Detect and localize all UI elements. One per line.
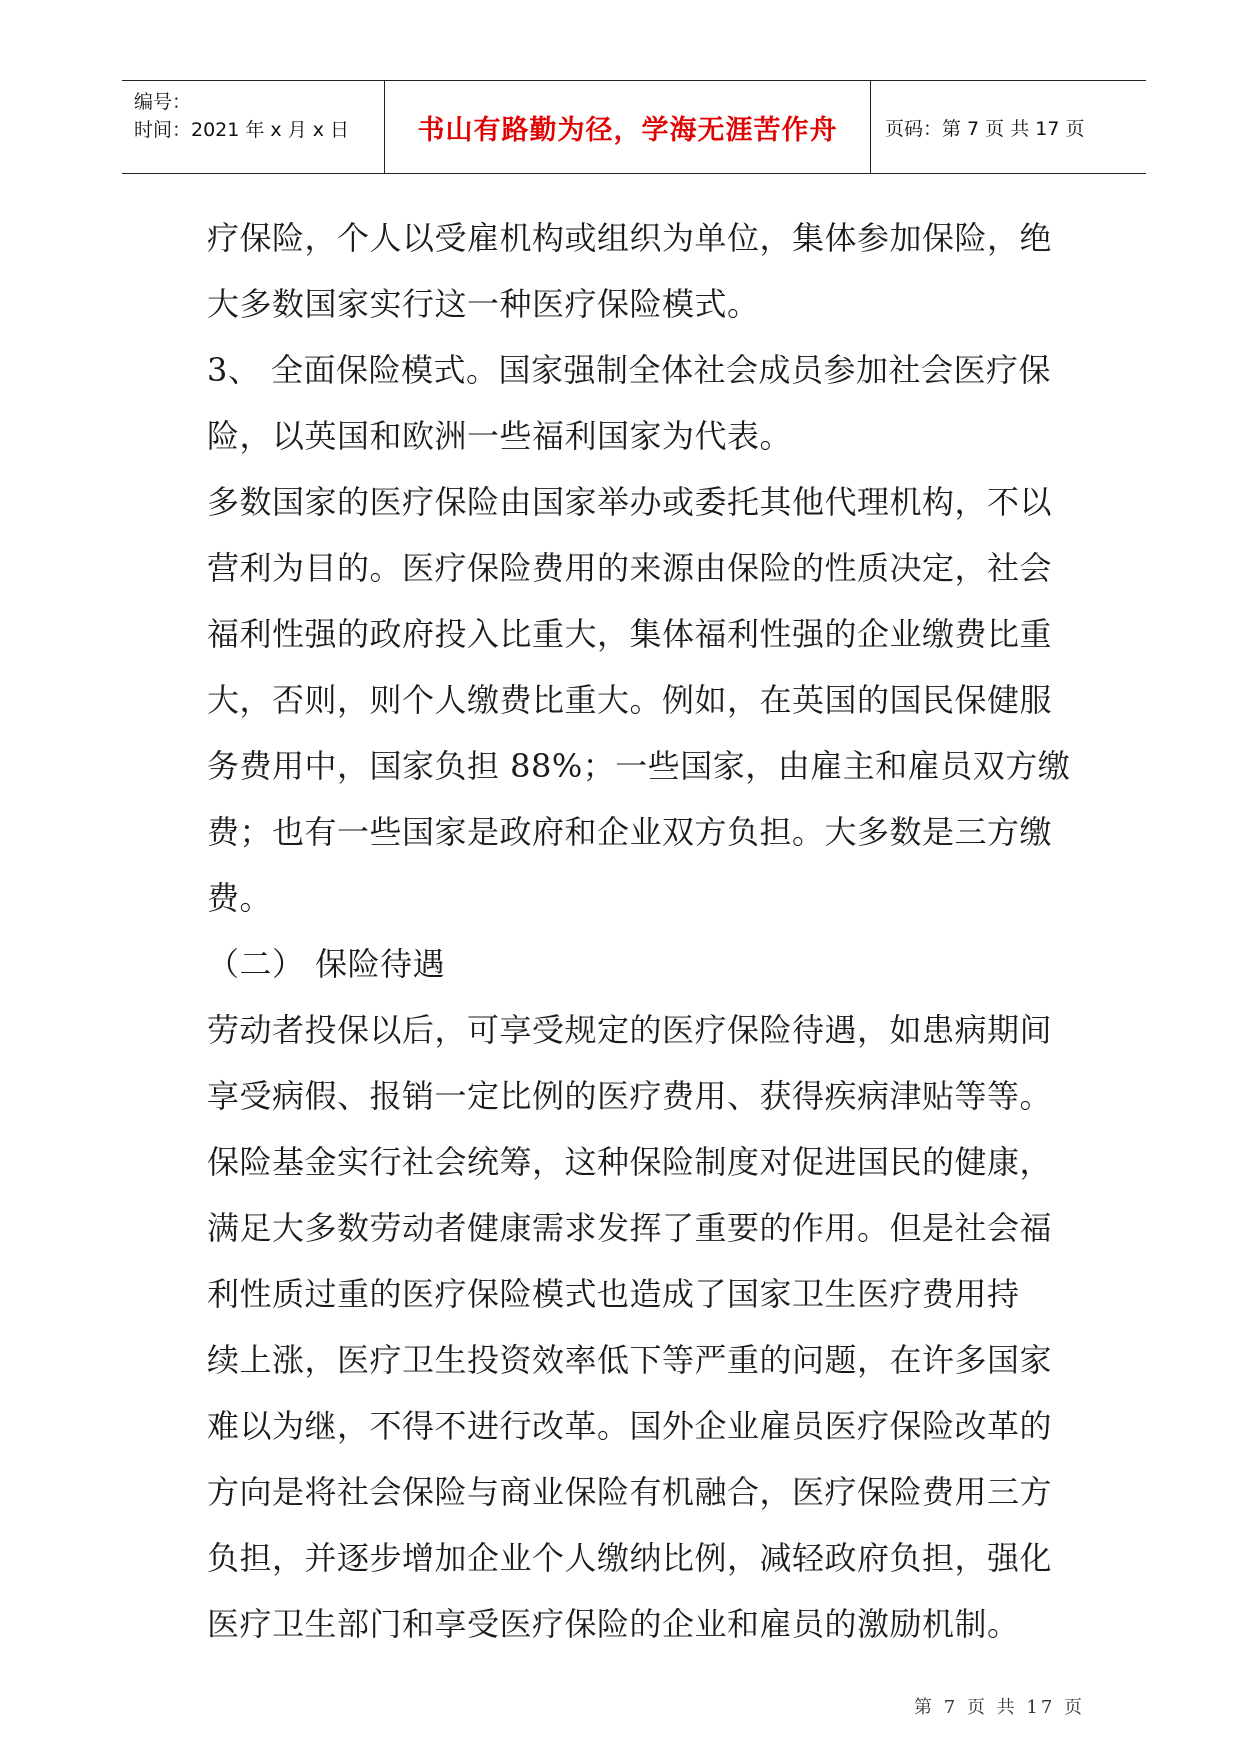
body-line: 方向是将社会保险与商业保险有机融合，医疗保险费用三方	[207, 1473, 1053, 1511]
page-footer: 第 7 页 共 17 页	[914, 1697, 1085, 1718]
body-line: 险，以英国和欧洲一些福利国家为代表。	[207, 417, 793, 455]
body-line: 续上涨，医疗卫生投资效率低下等严重的问题，在许多国家	[207, 1341, 1053, 1379]
document-number-label: 编号：	[134, 91, 192, 113]
body-line: 大，否则，则个人缴费比重大。例如，在英国的国民保健服	[207, 681, 1053, 719]
body-line: 大多数国家实行这一种医疗保险模式。	[207, 285, 760, 323]
body-line: 难以为继，不得不进行改革。国外企业雇员医疗保险改革的	[207, 1407, 1053, 1445]
body-line: 医疗卫生部门和享受医疗保险的企业和雇员的激励机制。	[207, 1605, 1020, 1643]
body-line: 费。	[207, 879, 273, 917]
body-line: 费；也有一些国家是政府和企业双方负担。大多数是三方缴	[207, 813, 1053, 851]
body-line: 利性质过重的医疗保险模式也造成了国家卫生医疗费用持	[207, 1275, 1020, 1313]
page-header	[122, 80, 1146, 174]
header-middle-cell	[384, 81, 871, 173]
header-page-info: 页码：第 7 页 共 17 页	[885, 117, 1085, 140]
body-line: 劳动者投保以后，可享受规定的医疗保险待遇，如患病期间	[207, 1011, 1053, 1049]
body-line: 福利性强的政府投入比重大，集体福利性强的企业缴费比重	[207, 615, 1053, 653]
document-body	[207, 205, 1071, 1657]
body-line: 满足大多数劳动者健康需求发挥了重要的作用。但是社会福	[207, 1209, 1053, 1247]
body-line: 营利为目的。医疗保险费用的来源由保险的性质决定，社会	[207, 549, 1053, 587]
body-line: 享受病假、报销一定比例的医疗费用、获得疾病津贴等等。	[207, 1077, 1053, 1115]
body-line: 务费用中，国家负担 88%；一些国家，由雇主和雇员双方缴	[207, 747, 1071, 785]
section-heading: （二） 保险待遇	[207, 945, 446, 983]
body-line: 多数国家的医疗保险由国家举办或委托其他代理机构，不以	[207, 483, 1053, 521]
header-left-cell	[122, 81, 384, 173]
header-right-cell	[871, 81, 1146, 173]
body-line: 疗保险，个人以受雇机构或组织为单位，集体参加保险，绝	[207, 219, 1053, 257]
document-time-label: 时间：2021 年 x 月 x 日	[134, 119, 350, 141]
body-line: 3、 全面保险模式。国家强制全体社会成员参加社会医疗保	[207, 351, 1052, 389]
body-line: 保险基金实行社会统筹，这种保险制度对促进国民的健康，	[207, 1143, 1053, 1181]
header-motto: 书山有路勤为径，学海无涯苦作舟	[417, 114, 838, 146]
body-line: 负担，并逐步增加企业个人缴纳比例，减轻政府负担，强化	[207, 1539, 1053, 1577]
